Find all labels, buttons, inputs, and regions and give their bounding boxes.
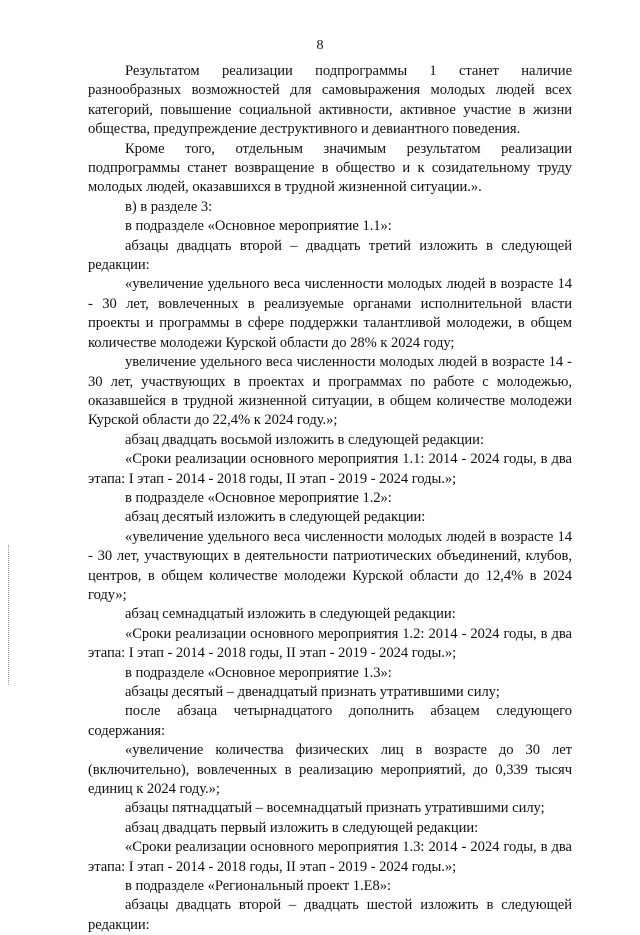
paragraph-17: после абзаца четырнадцатого дополнить абзацем следующего содержания: — [88, 703, 572, 739]
paragraph-10: в подразделе «Основное мероприятие 1.2»: — [125, 489, 392, 506]
paragraph-19: абзацы пятнадцатый – восемнадцатый признать утратившими силу; — [125, 800, 545, 817]
paragraph-11: абзац десятый изложить в следующей редакции: — [125, 509, 426, 526]
paragraph-20: абзац двадцать первый изложить в следующей редакции: — [125, 819, 479, 836]
paragraph-6: «увеличение удельного веса численности молодых людей в возрасте 14 - 30 лет, вовлеченных в реализуемые органами исполнительной власти проекты и программы в сфере поддержки талантливой молодежи, в общем количестве молодежи Курской области до 28% к 2024 году; — [88, 276, 572, 351]
document-body — [88, 62, 572, 935]
paragraph-23: абзацы двадцать второй – двадцать шестой изложить в следующей редакции: — [88, 897, 572, 933]
paragraph-3: в) в разделе 3: — [125, 198, 213, 215]
paragraph-18: «увеличение количества физических лиц в возрасте до 30 лет (включительно), вовлеченных в реализацию мероприятий, до 0,339 тысяч единиц к 2024 году.»; — [88, 742, 572, 798]
paragraph-15: в подразделе «Основное мероприятие 1.3»: — [125, 664, 392, 681]
page-number: 8 — [316, 38, 324, 53]
paragraph-21: «Сроки реализации основного мероприятия 1.3: 2014 - 2024 годы, в два этапа: I этап - 2014 - 2018 годы, II этап - 2019 - 2024 годы.»; — [88, 839, 572, 875]
paragraph-16: абзацы десятый – двенадцатый признать утратившими силу; — [125, 684, 500, 700]
paragraph-4: в подразделе «Основное мероприятие 1.1»: — [125, 218, 392, 235]
scan-margin-mark — [8, 545, 11, 685]
paragraph-8: абзац двадцать восьмой изложить в следующей редакции: — [125, 431, 484, 448]
paragraph-9: «Сроки реализации основного мероприятия 1.1: 2014 - 2024 годы, в два этапа: I этап - 2014 - 2018 годы, II этап - 2019 - 2024 годы.»; — [88, 451, 572, 487]
paragraph-5: абзацы двадцать второй – двадцать третий изложить в следующей редакции: — [88, 237, 572, 274]
paragraph-12: «увеличение удельного веса численности молодых людей в возрасте 14 - 30 лет, участвующих в деятельности патриотических объединений, клубов, центров, в общем количестве молодежи Курской области до 12,4% в 2024 году»; — [88, 528, 572, 603]
paragraph-2: Кроме того, отдельным значимым результатом реализации подпрограммы станет возвращение в общество и к созидательному труду молодых людей, оказавшихся в трудной жизненной ситуации.». — [88, 140, 572, 196]
paragraph-1: Результатом реализации подпрограммы 1 станет наличие разнообразных возможностей для самовыражения молодых людей всех категорий, повышение социальной активности, активное участие в жизни общества, предупреждение деструктивного и девиантного поведения. — [88, 63, 572, 138]
paragraph-13: абзац семнадцатый изложить в следующей редакции: — [125, 606, 456, 623]
paragraph-14: «Сроки реализации основного мероприятия 1.2: 2014 - 2024 годы, в два этапа: I этап - 2014 - 2018 годы, II этап - 2019 - 2024 годы.»; — [88, 625, 572, 662]
paragraph-22: в подразделе «Региональный проект 1.Е8»: — [125, 878, 391, 895]
paragraph-7: увеличение удельного веса численности молодых людей в возрасте 14 - 30 лет, участвующих в проектах и программах по работе с молодежью, оказавшейся в трудной жизненной ситуации, в общем количестве молодежи Курской области до 22,4% к 2024 году.»; — [88, 354, 572, 429]
